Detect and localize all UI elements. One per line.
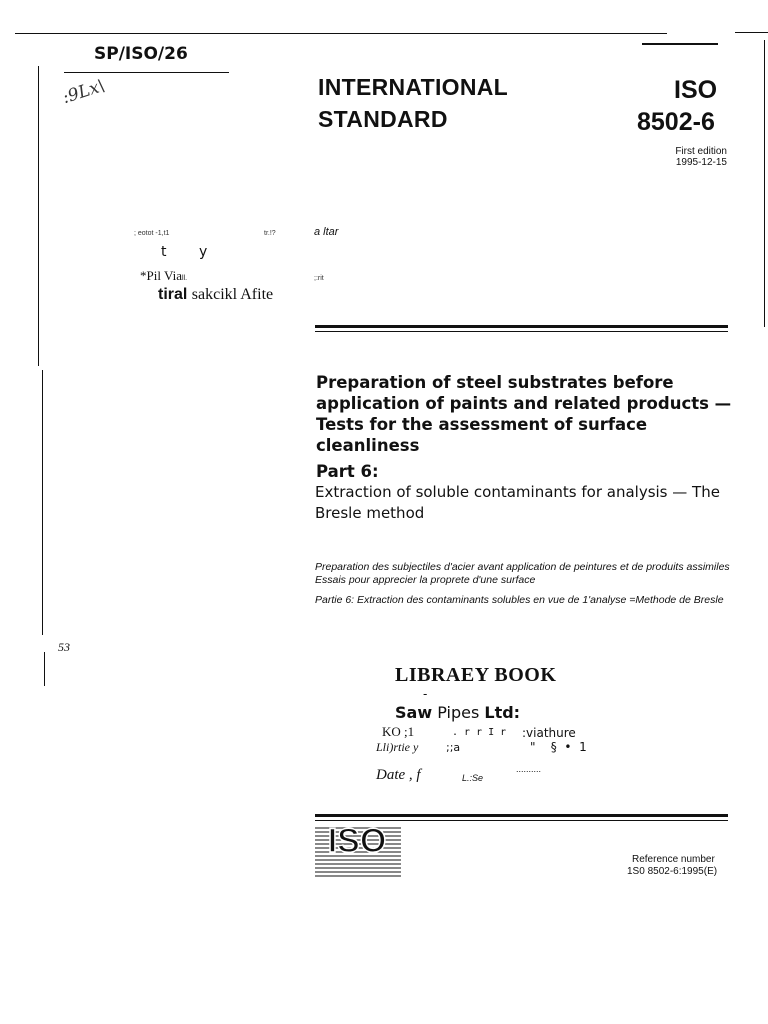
stamp-line-lli-mid: ;;a — [446, 741, 461, 754]
left-scan-line-1 — [38, 66, 39, 366]
french-part-title: Partie 6: Extraction des contaminants solubles en vue de 1'analyse =Methode de Bresle — [315, 594, 724, 606]
stamp-noise-4b: sakcikl Afite — [191, 286, 274, 303]
iso-label: ISO — [674, 76, 718, 104]
header-rule-thin — [315, 331, 728, 332]
handwritten-mark: :9Lx\ — [59, 75, 108, 109]
stamp-line-ko: KO ;1 — [382, 724, 415, 739]
stamp-line-ko-mid: . r r I r — [452, 727, 507, 738]
company-name-saw: Saw — [395, 703, 433, 722]
stamp-noise-1a: ; eotot -1,t1 — [134, 230, 170, 237]
iso-logo — [315, 822, 401, 880]
stamp-noise-3a-text: *Pil Via — [140, 268, 182, 283]
stamp-noise-2b: y — [199, 244, 208, 260]
stamp-date-label: Date , f — [376, 767, 421, 783]
iso-number: 8502-6 — [637, 108, 715, 136]
stamp-noise-3a — [140, 268, 187, 284]
code-underline — [64, 72, 229, 73]
top-right-rule — [735, 32, 768, 33]
document-code: SP/ISO/26 — [94, 44, 188, 64]
stamp-noise-3c: ;:rit — [314, 275, 324, 282]
stamp-line-lli-right: " § • 1 — [530, 740, 587, 754]
edition-date: 1995-12-15 — [675, 157, 727, 168]
stamp-noise-3b-text: ll. — [181, 275, 188, 282]
top-rule — [15, 33, 667, 34]
reference-number: 1S0 8502-6:1995(E) — [627, 866, 718, 877]
company-name-ltd: Ltd: — [484, 703, 521, 722]
iso-logo-text: ISO — [327, 822, 387, 860]
stamp-noise-1c: a ltar — [314, 226, 339, 238]
header-rule-thick — [315, 325, 728, 328]
library-stamp-dash: - — [423, 686, 428, 701]
edition-block — [675, 146, 727, 168]
stamp-noise-2a: t — [161, 244, 167, 260]
stamp-noise-1b: tr.!? — [264, 230, 276, 237]
company-name — [395, 703, 520, 722]
stamp-date-dots: .......... — [516, 764, 542, 774]
right-scan-line — [764, 40, 765, 327]
french-title: Preparation des subjectiles d'acier avant application de peintures et de produits assimiles Essais pour apprecier la proprete d'une surface — [315, 561, 730, 586]
margin-mark: 53 — [58, 640, 70, 654]
part-subtitle: Extraction of soluble contaminants for analysis — The Bresle method — [315, 483, 720, 522]
top-right-rule-thick — [642, 43, 718, 45]
standard-heading-line1: INTERNATIONAL — [318, 74, 509, 100]
footer-rule-thin — [315, 820, 728, 821]
document-title: Preparation of steel substrates before application of paints and related products — Tests for the assessment of surface cleanliness — [316, 373, 732, 455]
edition-label: First edition — [675, 146, 727, 157]
company-name-pipes: Pipes — [437, 703, 480, 722]
library-stamp-title: LIBRAEY BOOK — [395, 664, 557, 686]
reference-label: Reference number — [632, 854, 715, 865]
stamp-date-mid: L.:Se — [462, 773, 484, 783]
left-scan-line-2 — [42, 370, 43, 635]
stamp-noise-4 — [158, 286, 273, 304]
left-scan-line-3 — [44, 652, 45, 686]
footer-rule-thick — [315, 814, 728, 817]
stamp-line-ko-right: :viathure — [522, 726, 576, 740]
standard-heading-line2: STANDARD — [318, 106, 448, 132]
stamp-noise-4a: tiral — [158, 286, 188, 303]
stamp-line-lli: Lli)rtie y — [376, 740, 419, 754]
iso-logo-graphic — [315, 822, 401, 880]
part-label: Part 6: — [316, 462, 379, 481]
